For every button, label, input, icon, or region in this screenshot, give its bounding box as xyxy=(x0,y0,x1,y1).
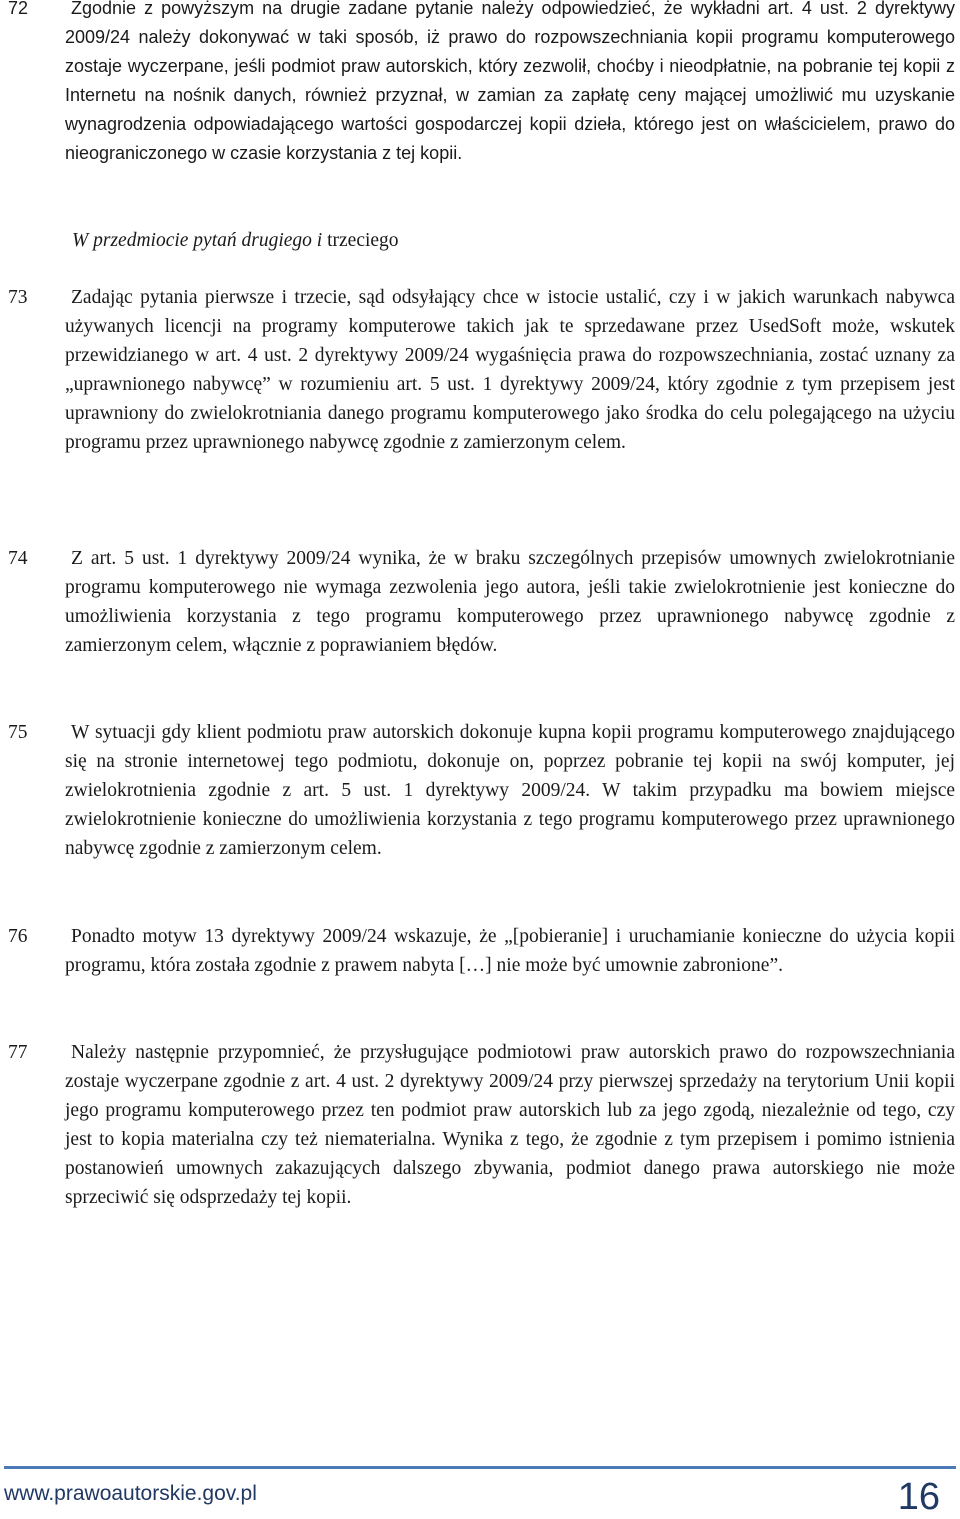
paragraph-73 xyxy=(0,283,960,457)
paragraph-74 xyxy=(0,544,960,660)
paragraph-number: 77 xyxy=(8,1042,28,1063)
paragraph-77 xyxy=(0,1038,960,1212)
paragraph-text: W sytuacji gdy klient podmiotu praw autorskich dokonuje kupna kopii programu komputerowego znajdującego się na stronie internetowej tego podmiotu, dokonuje on, poprzez pobranie tej kopii na swój komputer, jej zwielokrotnienia zgodnie z art. 5 ust. 1 dyrektywy 2009/24. W takim przypadku ma bowiem miejsce zwielokrotnienie konieczne do umożliwienia korzystania z tego programu komputerowego przez uprawnionego nabywcę zgodnie z zamierzonym celem. xyxy=(65,722,955,859)
paragraph-number: 75 xyxy=(8,722,28,743)
page-number: 16 xyxy=(897,1476,940,1518)
footer-website-link[interactable]: www.prawoautorskie.gov.pl xyxy=(4,1482,257,1505)
paragraph-number: 74 xyxy=(8,548,28,569)
footer-divider xyxy=(4,1466,956,1469)
paragraph-text: Z art. 5 ust. 1 dyrektywy 2009/24 wynika, że w braku szczególnych przepisów umownych zwielokrotnianie programu komputerowego nie wymaga zezwolenia jego autora, jeśli takie zwielokrotnienie jest konieczne do umożliwienia korzystania z tego programu komputerowego przez uprawnionego nabywcę zgodnie z zamierzonym celem, włącznie z poprawianiem błędów. xyxy=(65,548,955,656)
paragraph-text: Należy następnie przypomnieć, że przysługujące podmiotowi praw autorskich prawo do rozpowszechniania zostaje wyczerpane zgodnie z art. 4 ust. 2 dyrektywy 2009/24 przy pierwszej sprzedaży na terytorium Unii kopii jego programu komputerowego przez ten podmiot praw autorskich lub za jego zgodą, niezależnie od tego, czy jest to kopia materialna czy też niematerialna. Wynika z tego, że zgodnie z tym przepisem i pomimo istnienia postanowień umownych zakazujących dalszego zbywania, podmiot danego prawa autorskiego nie może sprzeciwić się odsprzedaży tej kopii. xyxy=(65,1042,955,1208)
paragraph-76 xyxy=(0,922,960,980)
paragraph-text: Zgodnie z powyższym na drugie zadane pytanie należy odpowiedzieć, że wykładni art. 4 ust. 2 dyrektywy 2009/24 należy dokonywać w taki sposób, iż prawo do rozpowszechniania kopii programu komputerowego zostaje wyczerpane, jeśli podmiot praw autorskich, który zezwolił, choćby i nieodpłatnie, na pobranie tej kopii z Internetu na nośnik danych, również przyznał, w zamian za zapłatę ceny mającej umożliwić mu uzyskanie wynagrodzenia odpowiadającego wartości gospodarczej kopii dzieła, którego jest on właścicielem, prawo do nieograniczonego w czasie korzystania z tej kopii. xyxy=(65,0,955,163)
section-heading-plain: trzeciego xyxy=(327,230,399,251)
paragraph-number: 72 xyxy=(8,0,29,18)
section-heading-italic: W przedmiocie pytań drugiego i xyxy=(72,230,323,251)
paragraph-number: 76 xyxy=(8,926,28,947)
paragraph-72 xyxy=(0,0,960,168)
paragraph-text: Ponadto motyw 13 dyrektywy 2009/24 wskazuje, że „[pobieranie] i uruchamianie konieczne do użycia kopii programu, która została zgodnie z prawem nabyta […] nie może być umownie zabronione”. xyxy=(65,926,955,976)
paragraph-75 xyxy=(0,718,960,863)
paragraph-text: Zadając pytania pierwsze i trzecie, sąd odsyłający chce w istocie ustalić, czy i w jakich warunkach nabywca używanych licencji na programy komputerowe takich jak te sprzedawane przez UsedSoft może, wskutek przewidzianego w art. 4 ust. 2 dyrektywy 2009/24 wygaśnięcia prawa do rozpowszechniania, zostać uznany za „uprawnionego nabywcę” w rozumieniu art. 5 ust. 1 dyrektywy 2009/24, który zgodnie z tym przepisem jest uprawniony do zwielokrotniania danego programu komputerowego jako środka do celu polegającego na użyciu programu przez uprawnionego nabywcę zgodnie z zamierzonym celem. xyxy=(65,287,955,453)
section-heading xyxy=(72,226,399,255)
paragraph-number: 73 xyxy=(8,287,28,308)
